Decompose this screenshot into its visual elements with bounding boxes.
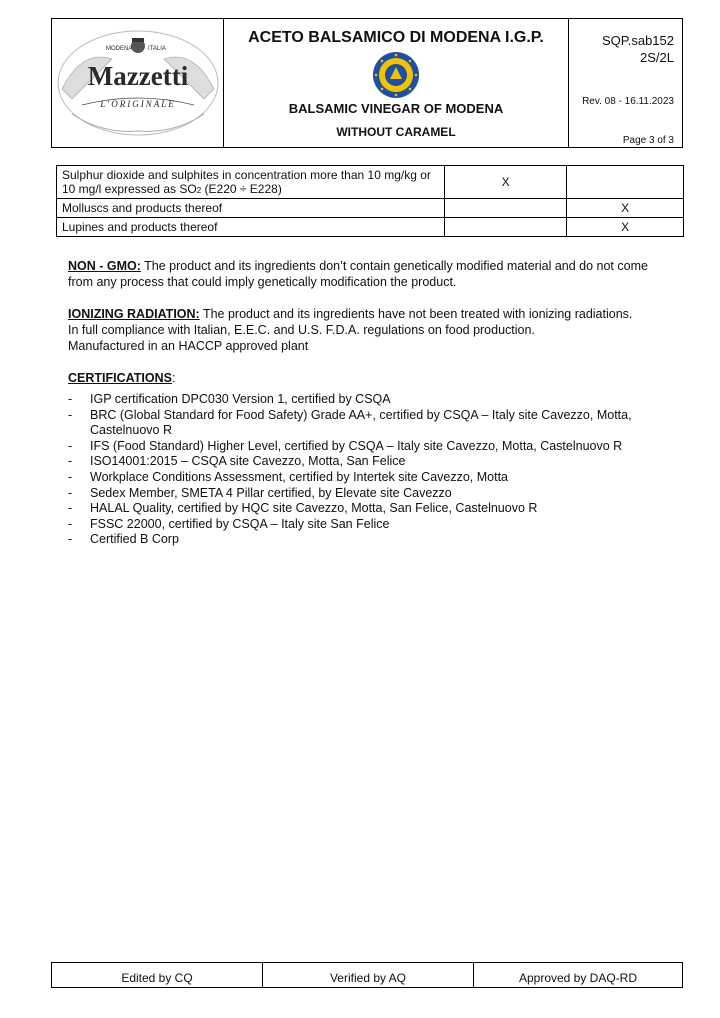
table-row: [57, 199, 684, 218]
bullet-dash: -: [68, 407, 73, 422]
non-gmo-paragraph: [68, 258, 668, 290]
ionizing-text: The product and its ingredients have not been treated with ionizing radiations.: [199, 307, 633, 321]
bullet-dash: -: [68, 454, 73, 469]
list-item: [68, 454, 668, 470]
certification-text: HALAL Quality, certified by HQC site Cavezzo, Motta, San Felice, Castelnuovo R: [90, 501, 538, 516]
certification-text: IGP certification DPC030 Version 1, certified by CSQA: [90, 392, 391, 406]
non-gmo-label: NON - GMO:: [68, 259, 141, 273]
document-header: [51, 18, 683, 148]
list-item: [68, 532, 668, 548]
document-variant: 2S/2L: [640, 50, 674, 65]
certification-text: Workplace Conditions Assessment, certified by Intertek site Cavezzo, Motta: [90, 469, 509, 484]
table-row: [57, 166, 684, 199]
allergen-mark-col2: [444, 199, 567, 218]
logo-brand: Mazzetti: [87, 61, 189, 91]
document-revision: Rev. 08 - 16.11.2023: [582, 96, 674, 107]
approved-by: Approved by DAQ-RD: [474, 963, 683, 988]
certification-text: IFS (Food Standard) Higher Level, certified by CSQA – Italy site Cavezzo, Motta, Castelnuovo R: [90, 438, 623, 453]
document-code: SQP.sab152: [601, 33, 674, 48]
compliance-statement: In full compliance with Italian, E.E.C. and U.S. F.D.A. regulations on food production.: [68, 323, 535, 337]
document-subtitle-variant: WITHOUT CARAMEL: [336, 125, 456, 139]
document-subtitle: BALSAMIC VINEGAR OF MODENA: [288, 101, 504, 116]
allergen-mark-col3: [567, 166, 684, 199]
certifications-heading: [68, 370, 668, 386]
certifications-label: CERTIFICATIONS: [68, 371, 172, 385]
haccp-statement: Manufactured in an HACCP approved plant: [68, 339, 309, 353]
list-item: [68, 392, 668, 408]
list-item: [68, 501, 668, 517]
certifications-list: [68, 392, 668, 548]
document-body: [68, 258, 668, 548]
allergen-label-subscript: 2: [196, 186, 202, 195]
certification-text: BRC (Global Standard for Food Safety) Grade AA+, certified by CSQA – Italy site Cavezzo, Motta, Castelnuovo R: [90, 407, 632, 438]
list-item: [68, 439, 668, 455]
table-row: [57, 218, 684, 237]
logo-motto: L'ORIGINALE: [100, 99, 176, 109]
logo-left-tag: MODENA: [106, 46, 133, 52]
header-title-block: [224, 19, 569, 147]
edited-by: Edited by CQ: [52, 963, 263, 988]
list-item: [68, 408, 668, 439]
bullet-dash: -: [68, 438, 73, 453]
non-gmo-text: The product and its ingredients don’t contain genetically modified material and do not come from any process that could imply genetically modification the product.: [68, 259, 648, 289]
ionizing-paragraph: [68, 306, 668, 322]
certification-text: FSSC 22000, certified by CSQA – Italy site San Felice: [90, 516, 390, 531]
list-item: [68, 470, 668, 486]
list-item: [68, 486, 668, 502]
header-doc-info: [569, 19, 682, 147]
certification-text: Certified B Corp: [90, 532, 179, 547]
allergen-label: [57, 166, 445, 199]
page-number: Page 3 of 3: [622, 135, 674, 146]
allergen-table: [56, 165, 684, 237]
list-item: [68, 517, 668, 533]
allergen-label: Molluscs and products thereof: [57, 199, 445, 218]
allergen-mark-col2: X: [444, 166, 567, 199]
allergen-label-text: Sulphur dioxide and sulphites in concentration more than 10 mg/kg or 10 mg/l expressed as SO: [62, 168, 431, 196]
certification-text: ISO14001:2015 – CSQA site Cavezzo, Motta, San Felice: [90, 454, 406, 469]
mazzetti-logo-artwork: [52, 19, 224, 147]
allergen-label-suffix: (E220 ÷ E228): [201, 182, 282, 196]
table-row: [52, 963, 683, 988]
bullet-dash: -: [68, 501, 73, 516]
mazzetti-logo: [52, 19, 224, 147]
bullet-dash: -: [68, 392, 73, 406]
certification-text: Sedex Member, SMETA 4 Pillar certified, by Elevate site Cavezzo: [90, 485, 452, 500]
approval-footer: [51, 962, 683, 988]
allergen-mark-col2: [444, 218, 567, 237]
bullet-dash: -: [68, 516, 73, 531]
bullet-dash: -: [68, 485, 73, 500]
igp-seal-icon: [372, 51, 420, 99]
allergen-mark-col3: X: [567, 218, 684, 237]
logo-right-tag: ITALIA: [148, 46, 166, 52]
bullet-dash: -: [68, 532, 73, 547]
certifications-colon: :: [171, 371, 176, 385]
document-title: ACETO BALSAMICO DI MODENA I.G.P.: [248, 29, 544, 46]
bullet-dash: -: [68, 469, 73, 484]
allergen-label: Lupines and products thereof: [57, 218, 445, 237]
ionizing-label: IONIZING RADIATION:: [68, 307, 200, 321]
verified-by: Verified by AQ: [263, 963, 474, 988]
allergen-mark-col3: X: [567, 199, 684, 218]
